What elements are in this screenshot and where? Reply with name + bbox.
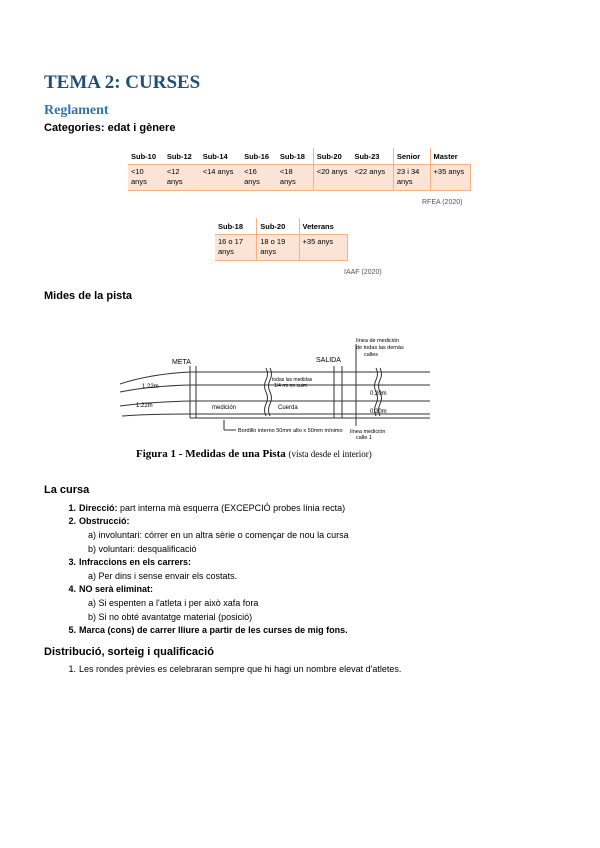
table-cell: +35 anys xyxy=(430,165,470,191)
table-header-cell: Sub-18 xyxy=(215,218,257,235)
table-header-cell: Sub-20 xyxy=(313,148,351,165)
corner-note: 1/4 rm nn cuim xyxy=(274,383,308,389)
corner-note: todas las medidas xyxy=(272,377,313,383)
table-row xyxy=(128,165,471,191)
table-header-row xyxy=(215,218,348,235)
list-subitem: a) Si espenten a l'atleta i per això xafa fora xyxy=(88,598,259,608)
page-title: TEMA 2: CURSES xyxy=(44,72,201,93)
table-header-cell: Master xyxy=(430,148,470,165)
list-subitem: a) Per dins i sense envair els costats. xyxy=(88,571,238,581)
measurement-note: línea de medición xyxy=(356,338,400,344)
table-cell: <18 anys xyxy=(277,165,313,191)
table-cell: +35 anys xyxy=(299,235,347,261)
list-number: 2. xyxy=(68,516,76,526)
list-item-label: NO serà eliminat: xyxy=(79,584,154,594)
break-mark xyxy=(265,368,268,416)
table-header-cell: Veterans xyxy=(299,218,347,235)
table-cell: <20 anys xyxy=(313,165,351,191)
table-row xyxy=(215,235,348,261)
list-item-label: Direcció: xyxy=(79,503,118,513)
list-number: 4. xyxy=(68,584,76,594)
race-heading: La cursa xyxy=(44,484,90,496)
lane-curve-line xyxy=(120,372,190,384)
table-cell: <16 anys xyxy=(241,165,277,191)
bottom-note: línea medición xyxy=(350,429,386,435)
list-number: 1. xyxy=(68,664,76,674)
table-cell: 16 o 17 anys xyxy=(215,235,257,261)
figure-caption xyxy=(136,448,372,460)
track-heading: Mides de la pista xyxy=(44,290,133,302)
table-cell: <14 anys xyxy=(200,165,241,191)
table2-source: IAAF (2020) xyxy=(344,269,382,276)
cuerda-label: Cuerda xyxy=(278,405,298,411)
list-number: 1. xyxy=(68,503,76,513)
categories-heading: Categories: edat i gènere xyxy=(44,122,176,134)
lane-width-label: 1.22m xyxy=(142,384,159,390)
list-item-text: part interna mà esquerra (EXCEPCIÓ probes línia recta) xyxy=(117,503,346,513)
table-header-cell: Sub-23 xyxy=(351,148,393,165)
track-diagram xyxy=(120,330,430,440)
list-item-label: Marca (cons) de carrer lliure a partir de les curses de mig fons. xyxy=(79,625,348,635)
meta-label: META xyxy=(172,359,191,366)
table-header-row xyxy=(128,148,471,165)
caption-title: Figura 1 - Medidas de una Pista xyxy=(136,448,286,460)
categories-table-rfea xyxy=(128,148,471,191)
lane-curve-line xyxy=(120,401,190,406)
table-header-cell: Sub-18 xyxy=(277,148,313,165)
salida-label: SALIDA xyxy=(316,357,341,364)
table-header-cell: Sub-14 xyxy=(200,148,241,165)
table-cell: <10 anys xyxy=(128,165,164,191)
table-cell: 23 i 34 anys xyxy=(393,165,430,191)
table-cell: <22 anys xyxy=(351,165,393,191)
caption-note: (vista desde el interior) xyxy=(288,449,372,459)
table-header-cell: Senior xyxy=(393,148,430,165)
list-number: 5. xyxy=(68,625,76,635)
measurement-note: de todas las demás xyxy=(356,345,404,351)
break-mark xyxy=(269,368,272,416)
list-subitem: b) Si no obté avantatge material (posició) xyxy=(88,612,253,622)
section-heading-reglament: Reglament xyxy=(44,103,109,118)
categories-table-iaaf xyxy=(215,218,348,261)
measurement-note: calles xyxy=(364,352,379,358)
list-item: Les rondes prèvies es celebraran sempre que hi hagi un nombre elevat d'atletes. xyxy=(79,664,402,674)
distance-label: 0.20m xyxy=(370,391,387,397)
list-subitem: a) involuntari: córrer en un altra sèrie o començar de nou la cursa xyxy=(88,530,349,540)
table-header-cell: Sub-16 xyxy=(241,148,277,165)
table-cell: 18 o 19 anys xyxy=(257,235,299,261)
table-header-cell: Sub-12 xyxy=(164,148,200,165)
table-cell: <12 anys xyxy=(164,165,200,191)
bordillo-note: Bordillo interno 50mm alto x 50mm mínimo xyxy=(238,428,343,434)
table-header-cell: Sub-10 xyxy=(128,148,164,165)
bottom-note: calle 1 xyxy=(356,435,372,440)
lane-curve-line xyxy=(122,414,190,416)
list-subitem: b) voluntari: desqualificació xyxy=(88,544,197,554)
table1-source: RFEA (2020) xyxy=(422,199,463,206)
list-item-label: Obstrucció: xyxy=(79,516,130,526)
list-item xyxy=(79,502,345,515)
list-number: 3. xyxy=(68,557,76,567)
distance-label: 0.30m xyxy=(370,409,387,415)
medicion-label: medición xyxy=(212,405,237,411)
table-header-cell: Sub-20 xyxy=(257,218,299,235)
distribution-heading: Distribució, sorteig i qualificació xyxy=(44,646,214,658)
list-item-label: Infraccions en els carrers: xyxy=(79,557,192,567)
lane-width-label: 1.22m xyxy=(136,403,153,409)
